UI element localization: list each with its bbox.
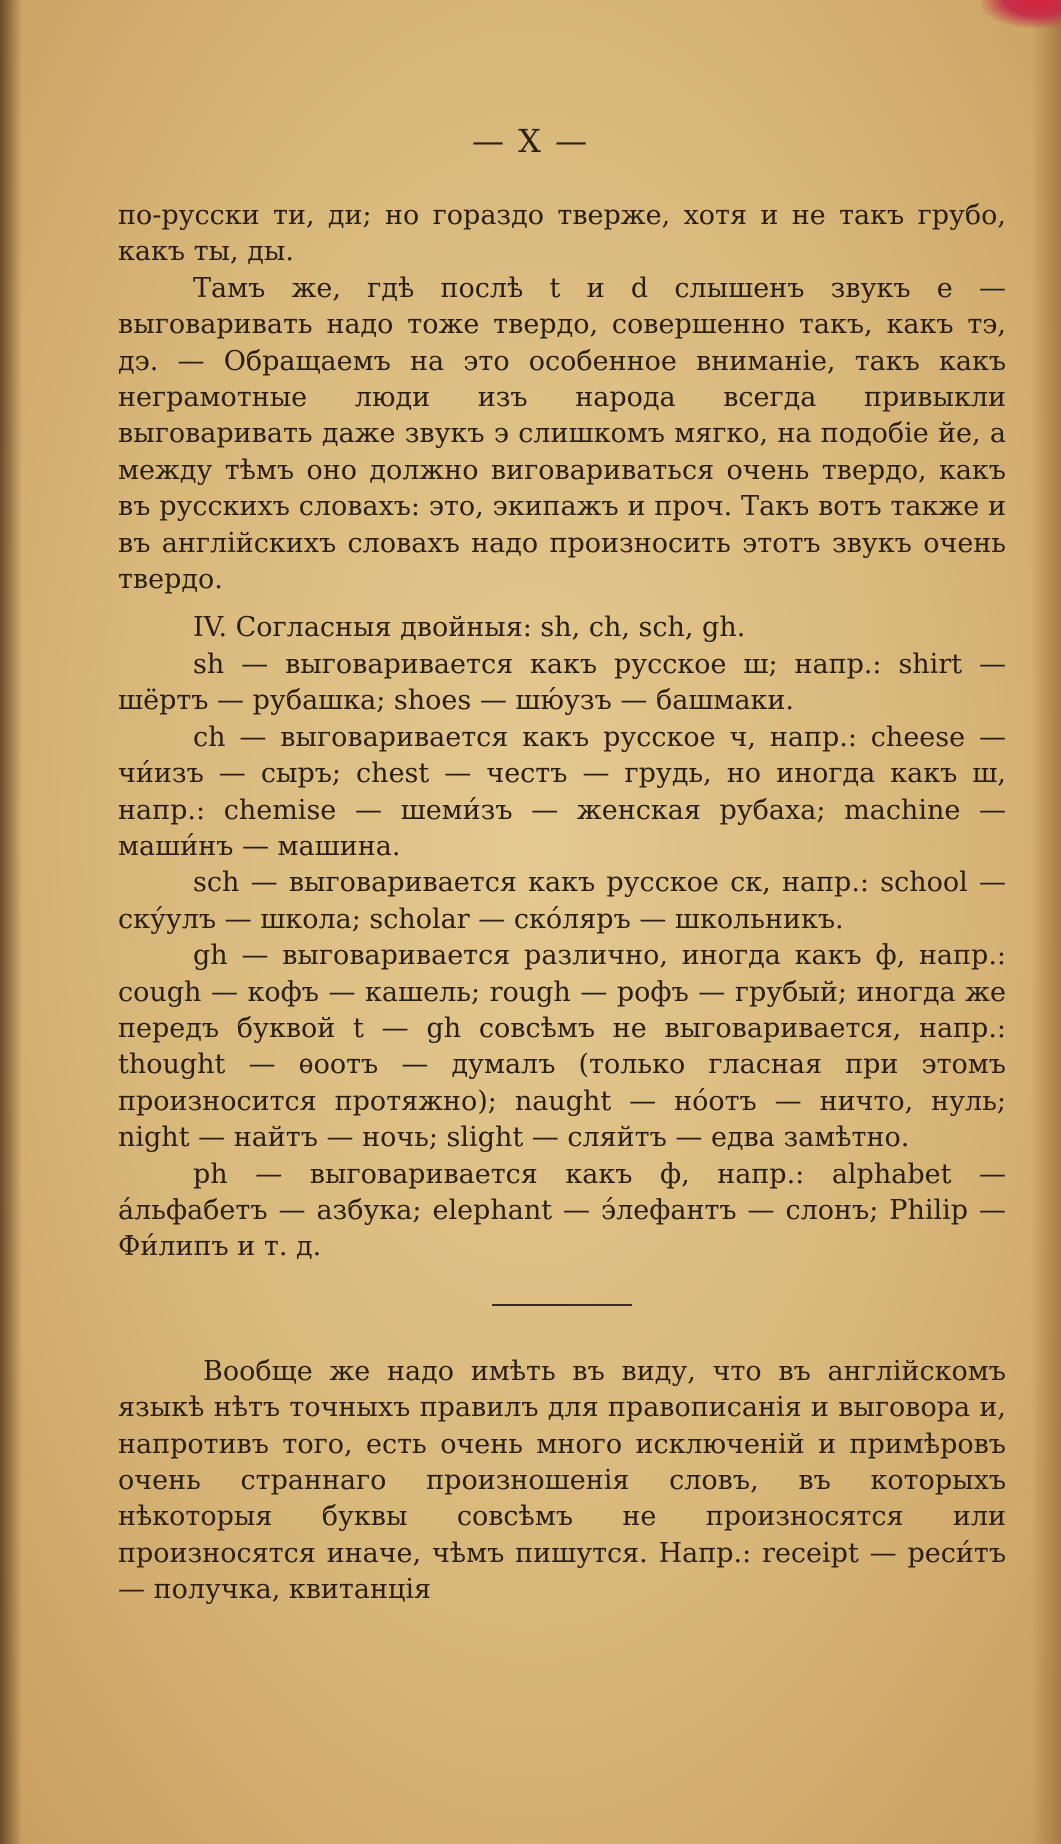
paragraph: gh — выговаривается различно, иногда какъ ф, напр.: cough — кофъ — кашель; rough — рофъ — грубый; иногда же передъ буквой t — gh совсѣмъ не выговаривается, напр.: thought — ѳоотъ — думалъ (только гласная при этомъ произносится протяжно); naught — но́отъ — ничто, нуль; night — найтъ — ночь; slight — сляйтъ — едва замѣтно. <box>118 940 1006 1154</box>
section-heading: IV. Согласныя двойныя: sh, ch, sch, gh. <box>193 612 746 644</box>
paragraph: sh — выговаривается какъ русское ш; напр.: shirt — шёртъ — рубашка; shoes — шю́узъ — башмаки. <box>118 648 1006 717</box>
paragraph: ph — выговаривается какъ ф, напр.: alphabet — а́льфабетъ — азбука; elephant — э́лефантъ — слонъ; Philip — Фи́липъ и т. д. <box>118 1158 1006 1263</box>
body-text <box>118 198 1006 1609</box>
paragraph: по-русски ти, ди; но гораздо тверже, хотя и не такъ грубо, какъ ты, ды. <box>118 200 1006 268</box>
page-number: — X — <box>471 122 590 160</box>
separator-rule <box>492 1304 632 1306</box>
red-stain <box>981 0 1061 28</box>
paragraph: ch — выговаривается какъ русское ч, напр.: cheese — чи́изъ — сыръ; chest — честъ — грудь, но иногда какъ ш, напр.: chemise — шеми́зъ — женская рубаха; machine — маши́нъ — машина. <box>118 721 1006 862</box>
page-edge-shadow <box>0 0 22 1844</box>
paragraph: Тамъ же, гдѣ послѣ t и d слышенъ звукъ е — выговаривать надо тоже твердо, совершенно такъ, какъ тэ, дэ. — Обращаемъ на это особенное вниманіе, такъ какъ неграмотные люди изъ народа всегда привыкли выговаривать даже звукъ э слишкомъ мягко, на подобіе йе, а между тѣмъ оно должно виговариваться очень твердо, какъ въ русскихъ словахъ: это, экипажъ и проч. Такъ вотъ также и въ англійскихъ словахъ надо произносить этотъ звукъ очень твердо. <box>118 272 1006 596</box>
paragraph: sch — выговаривается какъ русское ск, напр.: school — ску́улъ — школа; scholar — ско́ляръ — школьникъ. <box>118 867 1006 935</box>
page-edge-shadow <box>1031 0 1061 1844</box>
closing-paragraph: Вообще же надо имѣть въ виду, что въ англійскомъ языкѣ нѣтъ точныхъ правилъ для правописанія и выговора и, напротивъ того, есть очень много исключеній и примѣровъ очень страннаго произношенія словъ, въ которыхъ нѣкоторыя буквы совсѣмъ не произносятся или произносятся иначе, чѣмъ пишутся. Напр.: receipt — реси́тъ — получка, квитанція <box>118 1355 1006 1606</box>
